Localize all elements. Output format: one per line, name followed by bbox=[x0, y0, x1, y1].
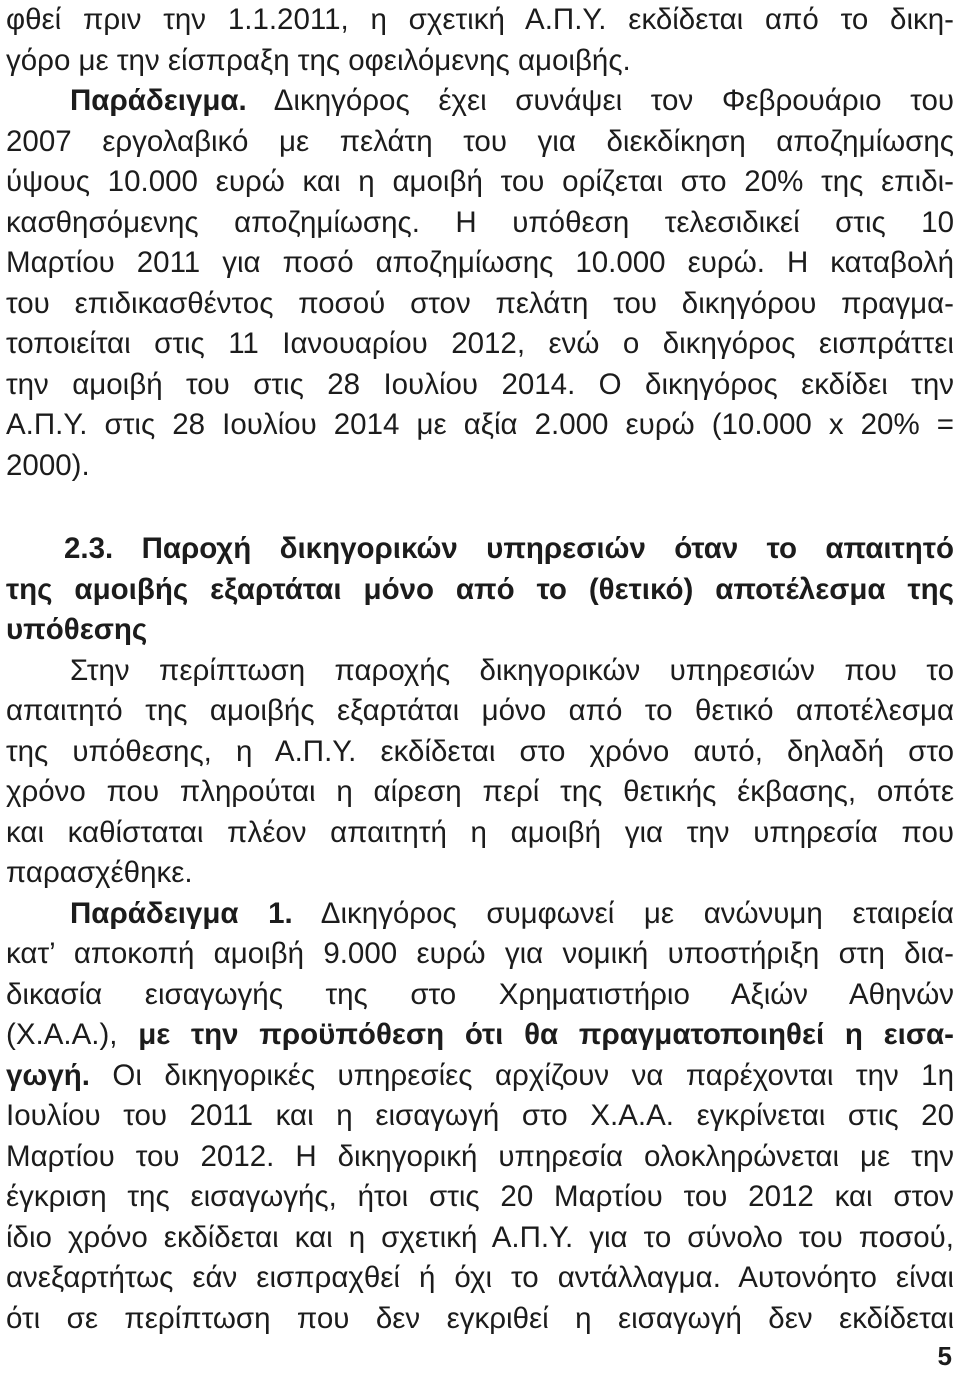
text-line: ότι σε περίπτωση που δεν εγκριθεί η εισαγωγή δεν εκδίδεται bbox=[6, 1301, 954, 1335]
heading-line: της αμοιβής εξαρτάται μόνο από το (θετικό) αποτέλεσμα της bbox=[6, 572, 954, 606]
page-number: 5 bbox=[937, 1341, 952, 1371]
text-line: Μαρτίου του 2012. Η δικηγορική υπηρεσία ολοκληρώνεται με την bbox=[6, 1139, 954, 1173]
plain-text: Οι δικηγορικές υπηρεσίες αρχίζουν να παρέχονται την 1η bbox=[89, 1058, 954, 1092]
text-line bbox=[6, 1015, 954, 1056]
text-line: ύψους 10.000 ευρώ και η αμοιβή του ορίζεται στο 20% της επιδι- bbox=[6, 165, 954, 198]
text-line: τοποιείται στις 11 Ιανουαρίου 2012, ενώ ο δικηγόρος εισπράττει bbox=[6, 327, 954, 360]
text-line: Μαρτίου 2011 για ποσό αποζημίωσης 10.000 ευρώ. Η καταβολή bbox=[6, 246, 954, 279]
text-line: 2000). bbox=[6, 448, 90, 482]
example-text: Δικηγόρος συμφωνεί με ανώνυμη εταιρεία bbox=[292, 896, 954, 930]
text-line: κασθησόμενης αποζημίωσης. Η υπόθεση τελεσιδικεί στις 10 bbox=[6, 205, 954, 239]
text-line: Α.Π.Υ. στις 28 Ιουλίου 2014 με αξία 2.000 ευρώ (10.000 x 20% = bbox=[6, 408, 954, 441]
heading-line: 2.3. Παροχή δικηγορικών υπηρεσιών όταν το απαιτητό bbox=[64, 532, 954, 565]
text-line: έγκριση της εισαγωγής, ήτοι στις 20 Μαρτίου του 2012 και στον bbox=[6, 1180, 954, 1213]
text-line: την αμοιβή του στις 28 Ιουλίου 2014. Ο δικηγόρος εκδίδει την bbox=[6, 367, 954, 401]
heading-line: υπόθεσης bbox=[6, 613, 148, 646]
document-page bbox=[6, 0, 954, 1339]
text-line: ανεξαρτήτως εάν εισπραχθεί ή όχι το αντάλλαγμα. Αυτονόητο είναι bbox=[6, 1261, 954, 1294]
text-line: φθεί πριν την 1.1.2011, η σχετική Α.Π.Υ. εκδίδεται από το δικη- bbox=[6, 3, 954, 36]
example-paragraph bbox=[6, 894, 954, 1340]
example-label: Παράδειγμα 1. bbox=[70, 896, 293, 930]
text-line bbox=[6, 1056, 954, 1097]
plain-text: (Χ.Α.Α.), bbox=[6, 1018, 139, 1051]
text-line: της υπόθεσης, η Α.Π.Υ. εκδίδεται στο χρόνο αυτό, δηλαδή στο bbox=[6, 734, 954, 768]
section-body bbox=[6, 651, 954, 894]
text-line: Ιουλίου του 2011 και η εισαγωγή στο Χ.Α.Α. εγκρίνεται στις 20 bbox=[6, 1099, 954, 1132]
text-line: χρόνο που πληρούται η αίρεση περί της θετικής έκβασης, οπότε bbox=[6, 775, 954, 808]
text-line: γόρο με την είσπραξη της οφειλόμενης αμοιβής. bbox=[6, 43, 631, 77]
text-line: παρασχέθηκε. bbox=[6, 856, 193, 889]
text-line: απαιτητό της αμοιβής εξαρτάται μόνο από το θετικό αποτέλεσμα bbox=[6, 694, 954, 727]
text-line: Στην περίπτωση παροχής δικηγορικών υπηρεσιών που το bbox=[70, 653, 954, 687]
example-label: Παράδειγμα. bbox=[70, 84, 247, 117]
section-spacer bbox=[6, 486, 954, 529]
text-line: κατ’ αποκοπή αμοιβή 9.000 ευρώ για νομική υποστήριξη στη δια- bbox=[6, 937, 954, 970]
bold-text: γωγή. bbox=[6, 1058, 90, 1092]
example-text: Δικηγόρος έχει συνάψει τον Φεβρουάριο του bbox=[246, 84, 954, 117]
bold-text: με την προϋπόθεση ότι θα πραγματοποιηθεί η εισα- bbox=[138, 1018, 954, 1051]
text-line: και καθίσταται πλέον απαιτητή η αμοιβή για την υπηρεσία που bbox=[6, 815, 954, 849]
example-line bbox=[6, 894, 954, 935]
example-line bbox=[6, 81, 954, 122]
text-line: ίδιο χρόνο εκδίδεται και η σχετική Α.Π.Υ. για το σύνολο του ποσού, bbox=[6, 1220, 954, 1254]
text-line: δικασία εισαγωγής της στο Χρηματιστήριο Αξιών Αθηνών bbox=[6, 977, 954, 1011]
section-heading bbox=[6, 529, 954, 651]
text-line: του επιδικασθέντος ποσού στον πελάτη του δικηγόρου πραγμα- bbox=[6, 286, 954, 320]
text-line: 2007 εργολαβικό με πελάτη του για διεκδίκηση αποζημίωσης bbox=[6, 124, 954, 158]
intro-paragraph bbox=[6, 0, 954, 486]
